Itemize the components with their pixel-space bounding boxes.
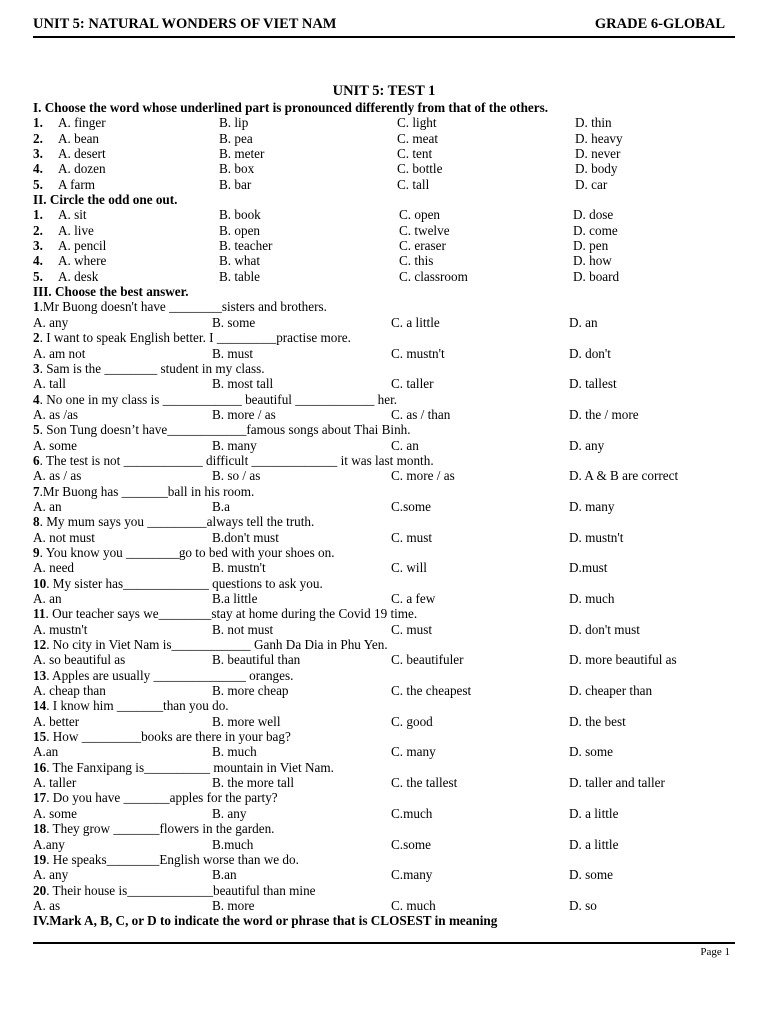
question-text: . Son Tung doesn’t have____________famous songs about Thai Binh.	[39, 422, 411, 438]
section-4-heading: IV.Mark A, B, C, or D to indicate the word or phrase that is CLOSEST in meaning	[33, 913, 498, 929]
answer-options	[33, 652, 738, 667]
page-number: Page 1	[700, 946, 730, 958]
question-number: 1.	[33, 115, 43, 131]
option-a: A. taller	[33, 775, 77, 791]
question-number: 18	[33, 821, 47, 837]
option-a: A. better	[33, 713, 80, 729]
option-b: B. more cheap	[212, 683, 289, 699]
option-d: D. tallest	[569, 376, 617, 392]
option-a: A. not must	[33, 529, 95, 545]
option-b: B. mustn't	[212, 560, 266, 576]
question-number: 3.	[33, 146, 43, 162]
option-d: D. many	[569, 498, 615, 514]
answer-options	[33, 744, 738, 759]
option-a: A. some	[33, 437, 77, 453]
option-d: D. come	[573, 222, 618, 238]
question-text: .Mr Buong has _______ball in his room.	[39, 483, 255, 499]
option-a: A. sit	[58, 207, 87, 223]
question-stem	[33, 361, 738, 376]
question-number: 4.	[33, 253, 43, 269]
option-d: D. a little	[569, 836, 619, 852]
option-d: D. car	[575, 176, 608, 192]
option-b: B.a little	[212, 591, 258, 606]
question-row	[33, 161, 738, 176]
answer-options	[33, 346, 738, 361]
question-number: 17	[33, 790, 47, 806]
option-a: A. desert	[58, 146, 106, 162]
question-stem	[33, 790, 738, 805]
option-b: B. many	[212, 437, 257, 453]
option-b: B. bar	[219, 176, 252, 192]
option-d: D. more beautiful as	[569, 652, 677, 668]
answer-options	[33, 499, 738, 514]
question-number: 11	[33, 606, 46, 622]
question-number: 15	[33, 729, 47, 745]
section-1-heading: I. Choose the word whose underlined part is pronounced differently from that of the others.	[33, 100, 549, 115]
option-b: B. must	[212, 345, 254, 361]
section-2-list	[33, 207, 738, 284]
option-a: A. need	[33, 560, 75, 576]
question-row	[33, 115, 738, 130]
question-number: 2.	[33, 130, 43, 146]
option-c: C.some	[391, 836, 431, 852]
option-c: C.many	[391, 867, 433, 883]
question-stem	[33, 760, 738, 775]
option-d: D. how	[573, 253, 612, 269]
question-number: 2.	[33, 222, 43, 238]
option-b: B. the more tall	[212, 775, 295, 791]
option-b: B. more / as	[212, 406, 276, 422]
question-row	[33, 177, 738, 192]
question-text: . He speaks________English worse than we do.	[46, 851, 299, 867]
question-row	[33, 223, 738, 238]
option-a: A. tall	[33, 376, 66, 392]
question-text: . No one in my class is ____________ beautiful ____________ her.	[39, 391, 398, 407]
option-a: A. dozen	[58, 161, 106, 177]
answer-options	[33, 837, 738, 852]
option-a: A farm	[58, 176, 95, 192]
answer-options	[33, 622, 738, 637]
answer-options	[33, 898, 738, 913]
answer-options	[33, 806, 738, 821]
grade-label: GRADE 6-GLOBAL	[594, 16, 725, 32]
option-c: C. much	[391, 897, 436, 913]
option-c: C. the tallest	[391, 775, 458, 791]
answer-options	[33, 560, 738, 575]
question-number: 5	[33, 422, 40, 438]
option-a: A.an	[33, 744, 59, 760]
question-stem	[33, 606, 738, 621]
option-c: C. tent	[397, 146, 433, 162]
option-c: C. taller	[391, 376, 434, 392]
option-c: C. must	[391, 621, 433, 637]
option-d: D. cheaper than	[569, 683, 653, 699]
question-stem	[33, 392, 738, 407]
question-number: 12	[33, 637, 47, 653]
option-a: A. an	[33, 591, 62, 606]
question-text: . Our teacher says we________stay at home during the Covid 19 time.	[45, 606, 418, 622]
question-text: . Sam is the ________ student in my class.	[39, 360, 265, 376]
question-number: 10	[33, 575, 47, 591]
question-row	[33, 253, 738, 268]
option-d: D. never	[575, 146, 621, 162]
question-stem	[33, 729, 738, 744]
question-number: 4	[33, 391, 40, 407]
section-2-heading: II. Circle the odd one out.	[33, 192, 178, 208]
question-number: 9	[33, 544, 40, 560]
question-text: . The Fanxipang is__________ mountain in Viet Nam.	[46, 759, 334, 775]
option-a: A. finger	[58, 115, 106, 131]
section-3-list	[33, 299, 738, 913]
option-c: C. bottle	[397, 161, 443, 177]
option-b: B. much	[212, 744, 257, 760]
option-d: D. don't	[569, 345, 611, 361]
question-number: 2	[33, 330, 40, 346]
question-number: 5.	[33, 176, 43, 192]
option-d: D. heavy	[575, 130, 623, 146]
question-stem	[33, 576, 738, 591]
question-text: . Do you have _______apples for the party?	[46, 790, 278, 806]
option-c: C. classroom	[399, 268, 468, 284]
option-a: A. bean	[58, 130, 100, 146]
question-number: 20	[33, 882, 47, 898]
question-text: . No city in Viet Nam is____________ Ganh Da Dia in Phu Yen.	[46, 637, 388, 653]
answer-options	[33, 775, 738, 790]
option-c: C. open	[399, 207, 441, 223]
question-number: 3.	[33, 238, 43, 254]
question-stem	[33, 852, 738, 867]
question-stem	[33, 668, 738, 683]
answer-options	[33, 591, 738, 606]
option-d: D. body	[575, 161, 618, 177]
question-number: 7	[33, 483, 40, 499]
question-row	[33, 238, 738, 253]
option-d: D. the best	[569, 713, 626, 729]
option-d: D. dose	[573, 207, 614, 223]
question-text: . My mum says you _________always tell the truth.	[39, 514, 315, 530]
test-content	[33, 100, 738, 929]
unit-title: UNIT 5: NATURAL WONDERS OF VIET NAM	[33, 16, 337, 32]
answer-options	[33, 468, 738, 483]
option-d: D. much	[569, 591, 615, 606]
option-d: D.must	[569, 560, 608, 576]
answer-options	[33, 376, 738, 391]
option-a: A. am not	[33, 345, 86, 361]
option-b: B. box	[219, 161, 255, 177]
question-text: . I know him _______than you do.	[46, 698, 229, 714]
option-d: D. some	[569, 867, 613, 883]
option-a: A. some	[33, 805, 77, 821]
question-stem	[33, 330, 738, 345]
question-text: . You know you ________go to bed with your shoes on.	[39, 544, 335, 560]
option-c: C. a few	[391, 591, 436, 606]
question-text: . They grow _______flowers in the garden.	[46, 821, 275, 837]
question-row	[33, 269, 738, 284]
question-number: 14	[33, 698, 47, 714]
option-b: B. what	[219, 253, 261, 269]
option-d: D. board	[573, 268, 620, 284]
option-b: B. pea	[219, 130, 253, 146]
question-number: 3	[33, 360, 40, 376]
question-stem	[33, 883, 738, 898]
option-d: D. a little	[569, 805, 619, 821]
option-c: C. meat	[397, 130, 439, 146]
option-d: D. mustn't	[569, 529, 624, 545]
option-a: A. as / as	[33, 468, 82, 484]
option-b: B. open	[219, 222, 261, 238]
question-stem	[33, 821, 738, 836]
option-b: B. not must	[212, 621, 274, 637]
option-c: C. tall	[397, 176, 430, 192]
question-number: 6	[33, 452, 40, 468]
option-d: D. an	[569, 314, 598, 330]
question-stem	[33, 514, 738, 529]
question-number: 1	[33, 299, 40, 315]
answer-options	[33, 407, 738, 422]
question-stem	[33, 545, 738, 560]
option-b: B. any	[212, 805, 247, 821]
option-b: B. table	[219, 268, 261, 284]
question-text: . The test is not ____________ difficult _____________ it was last month.	[39, 452, 434, 468]
option-a: A. where	[58, 253, 107, 269]
answer-options	[33, 683, 738, 698]
option-b: B. teacher	[219, 238, 273, 254]
option-c: C. will	[391, 560, 427, 576]
question-row	[33, 207, 738, 222]
page-header	[33, 14, 735, 38]
test-title: UNIT 5: TEST 1	[332, 83, 436, 99]
option-d: D. any	[569, 437, 605, 453]
option-d: D. so	[569, 897, 597, 913]
question-stem	[33, 484, 738, 499]
option-c: C. as / than	[391, 406, 451, 422]
option-d: D. pen	[573, 238, 609, 254]
option-a: A. mustn't	[33, 621, 88, 637]
option-c: C. more / as	[391, 468, 455, 484]
option-a: A. any	[33, 867, 69, 883]
question-text: . My sister has_____________ questions to ask you.	[46, 575, 323, 591]
question-number: 1.	[33, 207, 43, 223]
option-b: B. more	[212, 897, 255, 913]
question-text: . How _________books are there in your bag?	[46, 729, 291, 745]
option-c: C. eraser	[399, 238, 446, 254]
option-b: B.much	[212, 836, 254, 852]
option-b: B.a	[212, 498, 230, 514]
answer-options	[33, 714, 738, 729]
question-number: 13	[33, 667, 47, 683]
option-a: A. cheap than	[33, 683, 106, 699]
option-c: C. this	[399, 253, 434, 269]
option-b: B. lip	[219, 115, 249, 131]
option-b: B. so / as	[212, 468, 261, 484]
option-a: A. desk	[58, 268, 99, 284]
option-c: C. a little	[391, 314, 440, 330]
option-c: C. mustn't	[391, 345, 445, 361]
footer-rule	[33, 942, 735, 944]
question-stem	[33, 698, 738, 713]
option-c: C. light	[397, 115, 437, 131]
option-a: A. live	[58, 222, 94, 238]
option-a: A. so beautiful as	[33, 652, 126, 668]
option-a: A.any	[33, 836, 65, 852]
answer-options	[33, 867, 738, 882]
option-c: C.some	[391, 498, 431, 514]
option-c: C. an	[391, 437, 419, 453]
option-b: B. most tall	[212, 376, 274, 392]
option-d: D. don't must	[569, 621, 640, 637]
question-number: 8	[33, 514, 40, 530]
answer-options	[33, 530, 738, 545]
option-a: A. any	[33, 314, 69, 330]
question-row	[33, 146, 738, 161]
question-number: 4.	[33, 161, 43, 177]
option-a: A. pencil	[58, 238, 107, 254]
question-stem	[33, 637, 738, 652]
option-c: C. good	[391, 713, 433, 729]
option-b: B.an	[212, 867, 237, 883]
question-stem	[33, 453, 738, 468]
option-c: C. beautifuler	[391, 652, 464, 668]
option-a: A. an	[33, 498, 62, 514]
option-c: C. the cheapest	[391, 683, 472, 699]
section-1-list	[33, 115, 738, 192]
option-b: B. book	[219, 207, 261, 223]
option-a: A. as /as	[33, 406, 79, 422]
question-number: 16	[33, 759, 47, 775]
question-text: . Their house is_____________beautiful than mine	[46, 882, 316, 898]
question-text: . I want to speak English better. I _________practise more.	[39, 330, 351, 346]
option-b: B. more well	[212, 713, 281, 729]
option-d: D. the / more	[569, 406, 639, 422]
question-text: . Apples are usually ______________ oranges.	[46, 667, 294, 683]
question-row	[33, 131, 738, 146]
question-text: .Mr Buong doesn't have ________sisters and brothers.	[39, 299, 327, 315]
option-d: D. A & B are correct	[569, 468, 679, 484]
answer-options	[33, 315, 738, 330]
question-stem	[33, 299, 738, 314]
answer-options	[33, 438, 738, 453]
option-d: D. some	[569, 744, 613, 760]
option-a: A. as	[33, 897, 61, 913]
option-c: C. twelve	[399, 222, 450, 238]
option-d: D. thin	[575, 115, 612, 131]
option-b: B. meter	[219, 146, 265, 162]
option-d: D. taller and taller	[569, 775, 665, 791]
option-c: C.much	[391, 805, 433, 821]
option-c: C. must	[391, 529, 433, 545]
question-number: 19	[33, 851, 47, 867]
option-c: C. many	[391, 744, 436, 760]
question-number: 5.	[33, 268, 43, 284]
option-b: B.don't must	[212, 529, 279, 545]
option-b: B. some	[212, 314, 256, 330]
option-b: B. beautiful than	[212, 652, 301, 668]
question-stem	[33, 422, 738, 437]
section-3-heading: III. Choose the best answer.	[33, 284, 189, 300]
